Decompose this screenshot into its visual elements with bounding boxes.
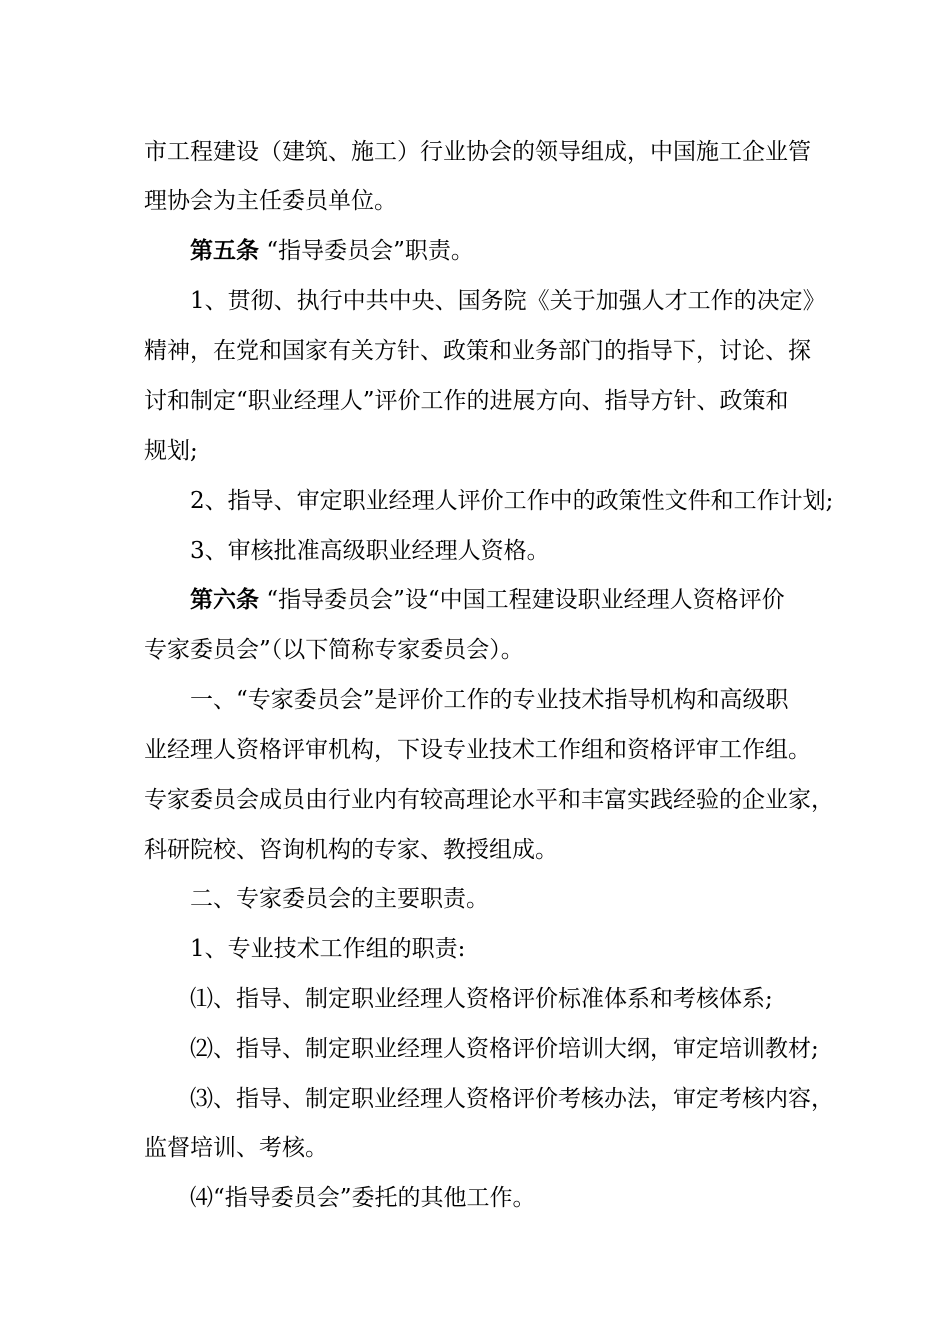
paragraph-line-9: 3、审核批准高级职业经理人资格。 bbox=[190, 538, 550, 564]
article-6-heading bbox=[190, 585, 785, 615]
paragraph-line-17: 1、专业技术工作组的职责: bbox=[190, 936, 466, 962]
article-5-heading bbox=[190, 236, 474, 266]
paragraph-line-11: 专家委员会”（以下简称专家委员会）。 bbox=[144, 637, 524, 663]
paragraph-line-20: ⑶、指导、制定职业经理人资格评价考核办法，审定考核内容， bbox=[190, 1086, 834, 1112]
article-5-text: “指导委员会”职责。 bbox=[266, 238, 474, 264]
paragraph-line-18: ⑴、指导、制定职业经理人资格评价标准体系和考核体系; bbox=[190, 986, 773, 1012]
paragraph-line-5: 精神，在党和国家有关方针、政策和业务部门的指导下，讨论、探 bbox=[144, 338, 811, 364]
paragraph-line-6: 讨和制定“职业经理人”评价工作的进展方向、指导方针、政策和 bbox=[144, 388, 789, 414]
paragraph-line-22: ⑷“指导委员会”委托的其他工作。 bbox=[190, 1185, 536, 1211]
paragraph-line-7: 规划; bbox=[144, 438, 198, 464]
article-6-label: 第六条 bbox=[190, 586, 259, 613]
paragraph-line-16: 二、专家委员会的主要职责。 bbox=[190, 886, 489, 912]
paragraph-line-15: 科研院校、咨询机构的专家、教授组成。 bbox=[144, 837, 558, 863]
article-5-label: 第五条 bbox=[190, 237, 259, 264]
paragraph-line-1: 市工程建设（建筑、施工）行业协会的领导组成，中国施工企业管 bbox=[144, 139, 811, 165]
paragraph-line-12: 一、“专家委员会”是评价工作的专业技术指导机构和高级职 bbox=[190, 687, 789, 713]
paragraph-line-19: ⑵、指导、制定职业经理人资格评价培训大纲，审定培训教材; bbox=[190, 1036, 819, 1062]
paragraph-line-14: 专家委员会成员由行业内有较高理论水平和丰富实践经验的企业家， bbox=[144, 787, 834, 813]
paragraph-line-2: 理协会为主任委员单位。 bbox=[144, 188, 397, 214]
paragraph-line-21: 监督培训、考核。 bbox=[144, 1135, 328, 1161]
article-6-text: “指导委员会”设“中国工程建设职业经理人资格评价 bbox=[266, 587, 785, 613]
paragraph-line-13: 业经理人资格评审机构，下设专业技术工作组和资格评审工作组。 bbox=[144, 737, 811, 763]
paragraph-line-8: 2、指导、审定职业经理人评价工作中的政策性文件和工作计划; bbox=[190, 488, 834, 514]
paragraph-line-4: 1、贯彻、执行中共中央、国务院《关于加强人才工作的决定》 bbox=[190, 288, 826, 314]
